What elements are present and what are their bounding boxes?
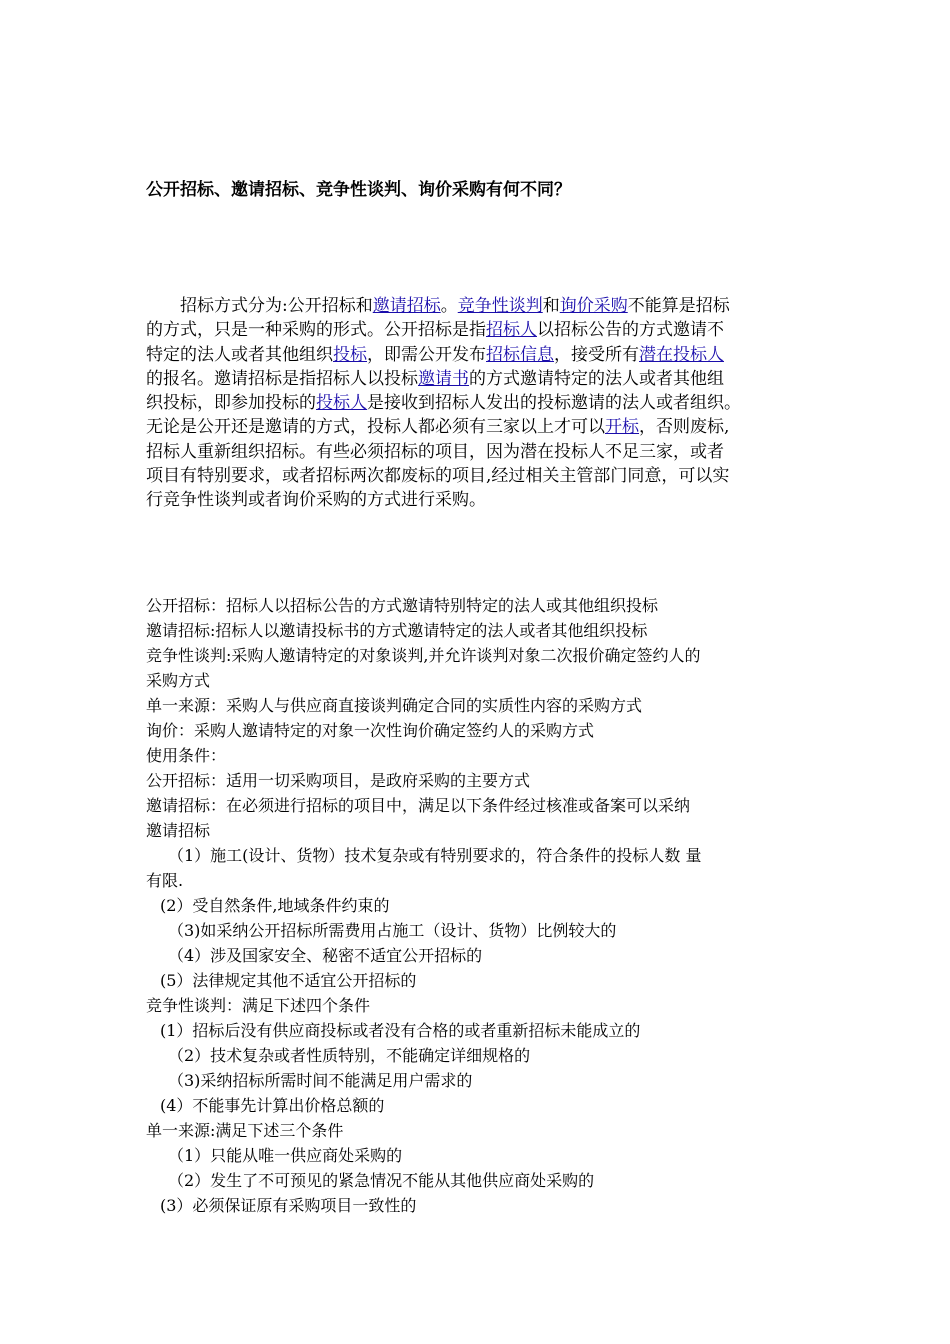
inline-link[interactable]: 招标人 [486, 320, 537, 341]
inline-link[interactable]: 竞争性谈判 [457, 296, 543, 316]
paragraph-text: ，接受所有 [554, 344, 639, 365]
paragraph-text: 无论是公开还是邀请的方式，投标人都必须有三家以上才可以 [146, 417, 605, 438]
paragraph-line [146, 415, 810, 439]
paragraph-line [146, 367, 810, 391]
text-line: （2）发生了不可预见的紧急情况不能从其他供应商处采购的 [168, 1171, 595, 1190]
paragraph-text: 和 [542, 296, 560, 316]
inline-link[interactable]: 邀请招标 [372, 296, 441, 316]
paragraph-line [146, 488, 810, 512]
paragraph-text: 是接收到招标人发出的投标邀请的法人或者组织。 [367, 393, 741, 414]
text-line: 采购方式 [146, 671, 211, 690]
inline-link[interactable]: 招标信息 [486, 344, 554, 365]
text-line: 邀请招标:招标人以邀请投标书的方式邀请特定的法人或者其他组织投标 [146, 621, 648, 640]
paragraph-text: 项目有特别要求，或者招标两次都废标的项目,经过相关主管部门同意，可以实 [146, 466, 730, 487]
inline-link[interactable]: 询价采购 [559, 296, 628, 316]
text-line: （2）技术复杂或者性质特别，不能确定详细规格的 [168, 1046, 531, 1065]
text-line: 公开招标：适用一切采购项目，是政府采购的主要方式 [146, 771, 531, 790]
paragraph-line [146, 294, 810, 318]
text-line: (5）法律规定其他不适宜公开招标的 [160, 971, 417, 990]
text-line: 邀请招标：在必须进行招标的项目中，满足以下条件经过核准或备案可以采纳 [146, 796, 691, 815]
text-line: 公开招标：招标人以招标公告的方式邀请特别特定的法人或其他组织投标 [146, 596, 659, 615]
paragraph-text: 招标人重新组织招标。有些必须招标的项目，因为潜在投标人不足三家，或者 [146, 441, 724, 462]
text-line: (3）必须保证原有采购项目一致性的 [160, 1196, 417, 1215]
paragraph-line [146, 343, 810, 367]
paragraph-text: 的报名。邀请招标是指招标人以投标 [146, 368, 418, 389]
text-line: 有限. [146, 871, 184, 890]
text-line: （1）只能从唯一供应商处采购的 [168, 1146, 403, 1165]
text-line: 竞争性谈判:采购人邀请特定的对象谈判,并允许谈判对象二次报价确定签约人的 [146, 646, 701, 665]
paragraph-text: 的方式，只是一种采购的形式。公开招标是指 [146, 320, 486, 341]
paragraph-line [146, 464, 810, 488]
inline-link[interactable]: 投标 [333, 344, 367, 365]
text-line: （3)如采纳公开招标所需费用占施工（设计、货物）比例较大的 [168, 921, 617, 940]
inline-link[interactable]: 潜在投标人 [639, 344, 724, 365]
definitions-and-conditions [146, 593, 810, 1218]
document-title: 公开招标、邀请招标、竞争性谈判、询价采购有何不同？ [146, 180, 571, 200]
intro-paragraph [146, 294, 810, 513]
paragraph-text: ，否则废标, [639, 417, 730, 438]
paragraph-text: 不能算是招标 [627, 296, 730, 316]
text-line: （3)采纳招标所需时间不能满足用户需求的 [168, 1071, 473, 1090]
paragraph-line [146, 391, 810, 415]
inline-link[interactable]: 开标 [605, 417, 639, 438]
text-line: 询价：采购人邀请特定的对象一次性询价确定签约人的采购方式 [146, 721, 595, 740]
inline-link[interactable]: 投标人 [316, 393, 367, 414]
inline-link[interactable]: 邀请书 [418, 368, 469, 389]
text-line: 单一来源：采购人与供应商直接谈判确定合同的实质性内容的采购方式 [146, 696, 643, 715]
text-line: (2）受自然条件,地域条件约束的 [160, 896, 390, 915]
text-line: 使用条件： [146, 746, 227, 765]
paragraph-text: 以招标公告的方式邀请不 [537, 320, 724, 341]
text-line: （4）涉及国家安全、秘密不适宜公开招标的 [168, 946, 483, 965]
text-line: （1）施工(设计、货物）技术复杂或有特别要求的，符合条件的投标人数 量 [168, 846, 702, 865]
paragraph-text: 的方式邀请特定的法人或者其他组 [469, 368, 724, 389]
paragraph-text: 特定的法人或者其他组织 [146, 344, 333, 365]
text-line: 邀请招标 [146, 821, 211, 840]
text-line: 单一来源:满足下述三个条件 [146, 1121, 344, 1140]
paragraph-text: 招标方式分为:公开招标和 [146, 296, 373, 316]
text-line: (1）招标后没有供应商投标或者没有合格的或者重新招标未能成立的 [160, 1021, 641, 1040]
paragraph-text: ，即需公开发布 [367, 344, 486, 365]
paragraph-text: 织投标，即参加投标的 [146, 393, 316, 414]
text-line: 竞争性谈判：满足下述四个条件 [146, 996, 371, 1015]
paragraph-text: 行竞争性谈判或者询价采购的方式进行采购。 [146, 490, 486, 511]
paragraph-text: 。 [440, 296, 458, 316]
paragraph-line [146, 440, 810, 464]
paragraph-line [146, 318, 810, 342]
text-line: (4）不能事先计算出价格总额的 [160, 1096, 385, 1115]
